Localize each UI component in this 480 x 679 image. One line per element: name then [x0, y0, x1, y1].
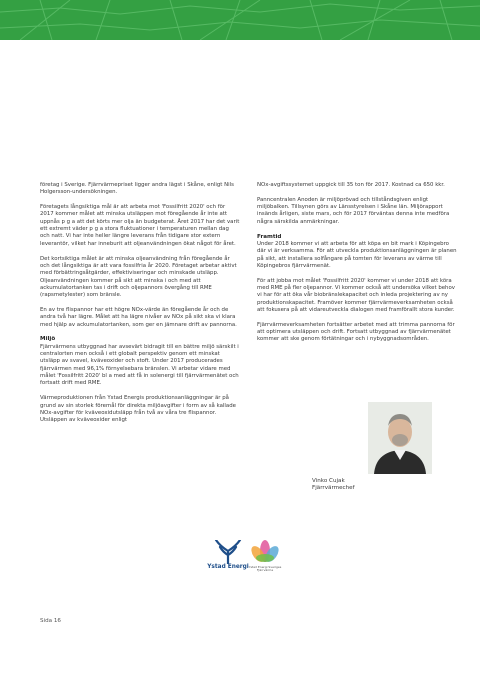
right-paragraph: För att jobba mot målet 'Fossilfritt 2020' kommer vi under 2018 att köra med RME på fler oljepannor. Vi kommer också att undersöka vilket behov vi har för att öka vår biobränslekapacitet och inleda projektering av ny produktionskapacitet. Framöver kommer fjärrvärmeverksamheten också att fokusera på att vidareutveckla dialogen med framförallt stora kunder.: [257, 277, 455, 313]
heading-framtid: Framtid: [257, 233, 282, 240]
flower-logo: [248, 538, 282, 576]
right-paragraph: NOx-avgiftssystemet uppgick till 35 ton för 2017. Kostnad ca 650 kkr.: [257, 182, 445, 188]
left-paragraph: företag i Sverige. Fjärrvärmepriset ligger andra lägst i Skåne, enligt Nils Holgersson-undersökningen.: [40, 182, 234, 196]
left-paragraph: Värmeproduktionen från Ystad Energis produktionsanläggningar är på grund av sin storlek föremål för direkta miljöavgifter i form av så kallade NOx-avgifter för kväveoxidutsläpp från två av våra tre flispannor. Utsläppen av kväveoxider enligt: [40, 395, 236, 424]
right-paragraph: Under 2018 kommer vi att arbeta för att köpa en bit mark i Köpingebro där vi är verksamma. För att utveckla produktionsanläggningen är planen på sikt, att installera solfångare på tomten för leverans av värme till Köpingebros fjärrvärmenät.: [257, 240, 457, 269]
left-column: [40, 182, 240, 432]
ystad-energi-logo: [203, 540, 253, 574]
top-banner: [0, 0, 480, 40]
right-paragraph: Fjärrvärmeverksamheten fortsätter arbetet med att trimma pannorna för att optimera utsläppen och drift. Fortsatt utbyggnad av fjärrvärmenätet kommer att ske genom förtätningar och i nybyggnadsområden.: [257, 321, 455, 343]
caption-role: Fjärrvärmechef: [312, 485, 355, 492]
left-paragraph: Företagets långsiktiga mål är att arbeta mot 'Fossilfritt 2020' och för 2017 kommer målet att minska utsläppen mot föregående år inte att uppnås p g a att det körts mer olja än budgeterat. Året 2017 har det varit ett extremt väder p g a stora fluktuationer i temperaturen mellan dag och natt. Vi har inte heller längre leverans från tidigare stor extern leverantör, vilket har inneburit att oljeanvändningen ökat något för året.: [40, 204, 240, 247]
caption-name: Vinko Cujak: [312, 478, 345, 484]
map-pattern-graphic: [0, 0, 480, 40]
right-paragraph: Panncentralen Anoden är miljöprövad och tillståndsgiven enligt miljöbalken. Tillsynen görs av Länsstyrelsen i Skåne län. Miljörapport insänds årligen, siste mars, och för 2017 förväntas denna inte medföra några särskilda anmärkningar.: [257, 196, 450, 225]
ystad-energi-emblem-icon: [203, 540, 253, 564]
portrait-photo: [368, 402, 432, 474]
right-column: [257, 182, 457, 351]
photo-caption: [312, 478, 432, 493]
page-number: Sida 16: [40, 618, 61, 624]
left-paragraph: Det kortsiktiga målet är att minska oljeanvändning från föregående år och det långsiktiga är att vara fossilfria år 2020. Företaget arbetar aktivt med förbättringsåtgärder, effektiviseringar och minskade utsläpp. Oljeanvändningen kommer på sikt att minska i och med att ackumulatortanken tas i drift och oljepannors övergång till RME (rapsmetylester) som bränsle.: [40, 255, 237, 299]
ystad-energi-logo-text: Ystad Energi: [207, 564, 249, 570]
left-paragraph: En av tre flispannor har ett högre NOx-värde än föregående år och de andra två har lägre. Målet att ha lägre nivåer av NOx på sikt ska vi klara med hjälp av ackumulatortanken, som ger en jämnare drift av pannorna.: [40, 306, 237, 328]
left-paragraph: Fjärrvärmens utbyggnad har avsevärt bidragit till en bättre miljö särskilt i centralorten men också i ett globalt perspektiv genom ett minskat utsläpp av svavel, kväveoxider och stoft. Under 2017 producerades fjärrvärmen med 96,1% förnyelsebara bränslen. Vi arbetar vidare med målet 'Fossilfritt 2020' bl a med att få in solenergi till fjärrvärmenätet och fortsatt drift med RME.: [40, 343, 239, 387]
flower-logo-text: Ystad Energi Sveriges Fjärrvärme: [248, 565, 282, 573]
flower-emblem-icon: [248, 538, 282, 566]
person-portrait-icon: [368, 402, 432, 474]
heading-miljo: Miljö: [40, 336, 56, 343]
